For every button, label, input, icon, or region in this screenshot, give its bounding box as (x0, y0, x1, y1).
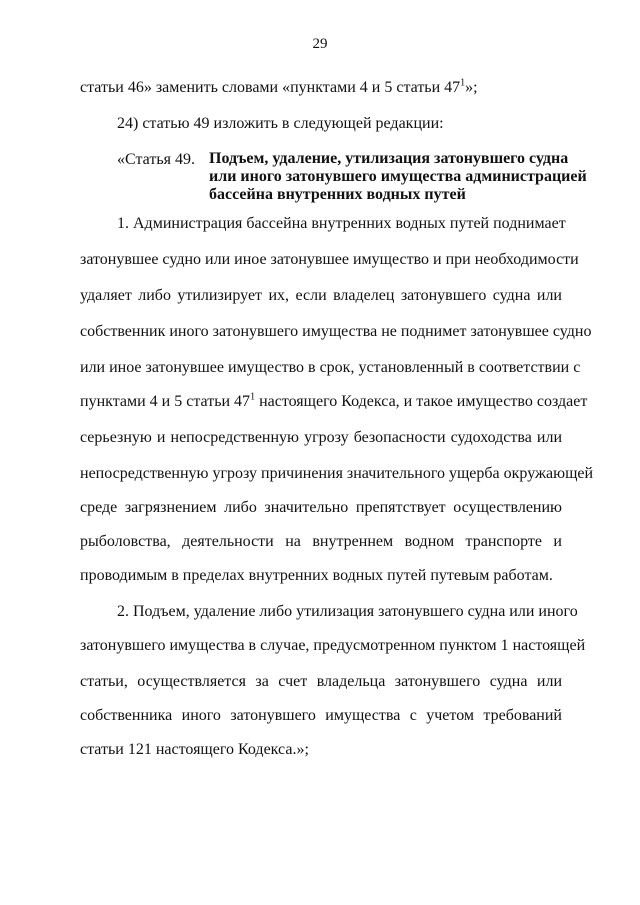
article-label: «Статья 49. (117, 151, 195, 168)
paragraph-1-line: затонувшее судно или иное затонувшее имущество и при необходимости (80, 251, 579, 268)
article-title-line: бассейна внутренних водных путей (209, 186, 466, 203)
paragraph-1-line: серьезную и непосредственную угрозу безопасности судоходства или (80, 429, 562, 446)
paragraph-2-line: собственника иного затонувшего имущества с учетом требований (80, 707, 562, 724)
paragraph-2-line: затонувшего имущества в случае, предусмотренном пунктом 1 настоящей (80, 637, 586, 654)
article-title-line: Подъем, удаление, утилизация затонувшего судна (209, 150, 569, 167)
paragraph-2-line: статьи 121 настоящего Кодекса.»; (80, 741, 309, 758)
paragraph-1-line-part: пунктами 4 и 5 статьи 47 (80, 393, 251, 410)
paragraph-1-line: непосредственную угрозу причинения значительного ущерба окружающей (80, 465, 594, 482)
intro-line-2: 24) статью 49 изложить в следующей редакции: (117, 115, 444, 132)
paragraph-1-line: 1. Администрация бассейна внутренних водных путей поднимает (117, 215, 566, 232)
paragraph-1-line: удаляет либо утилизирует их, если владелец затонувшего судна или (80, 287, 562, 304)
page-number: 29 (312, 36, 328, 52)
intro-line-1 (80, 78, 562, 98)
intro-line-1-text: статьи 46» заменить словами «пунктами 4 и 5 статьи 47 (80, 79, 461, 96)
paragraph-1-line (80, 391, 588, 412)
paragraph-1-line: собственник иного затонувшего имущества не поднимет затонувшее судно (80, 323, 592, 340)
paragraph-1-line: среде загрязнением либо значительно препятствует осуществлению (80, 499, 562, 516)
article-title (209, 150, 587, 204)
intro-line-1-tail: »; (465, 79, 478, 96)
paragraph-1-line-part: настоящего Кодекса, и такое имущество создает (255, 393, 588, 410)
superscript: 1 (460, 77, 466, 89)
paragraph-1-line: или иное затонувшее имущество в срок, установленный в соответствии с (80, 359, 581, 376)
paragraph-2-line: статьи, осуществляется за счет владельца затонувшего судна или (80, 673, 562, 690)
paragraph-2-line: 2. Подъем, удаление либо утилизация затонувшего судна или иного (117, 603, 578, 620)
article-title-line: или иного затонувшего имущества администрацией (209, 168, 587, 185)
superscript: 1 (250, 391, 256, 403)
paragraph-1-line: рыболовства, деятельности на внутреннем водном транспорте и (80, 533, 562, 550)
paragraph-1-line: проводимым в пределах внутренних водных путей путевым работам. (80, 567, 553, 584)
